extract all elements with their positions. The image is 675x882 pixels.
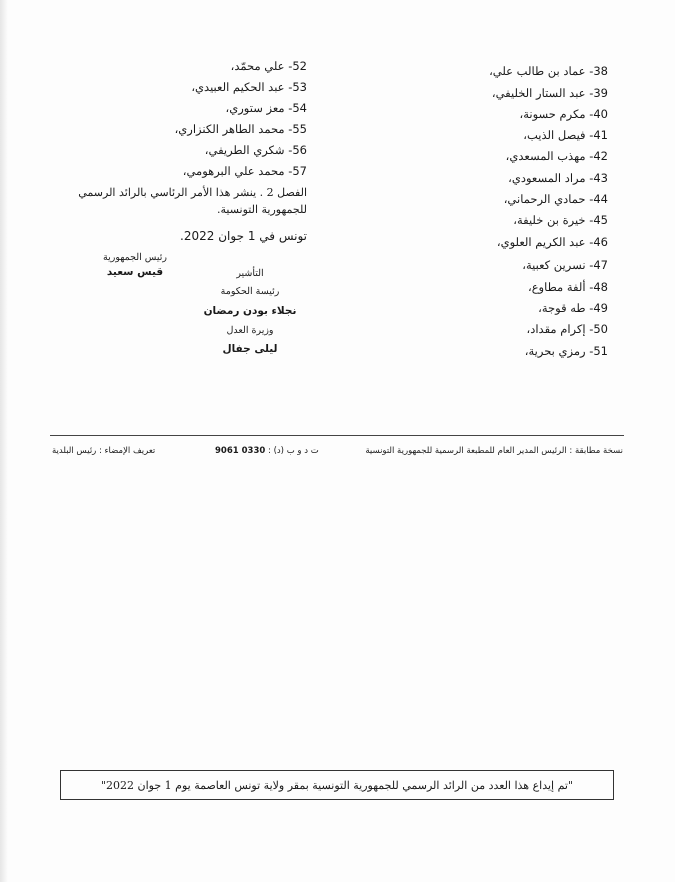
item-name: عماد بن طالب علي،	[489, 64, 586, 78]
issn-line	[215, 446, 319, 456]
list-item	[508, 171, 608, 185]
president-name: قيس سعيد	[106, 266, 164, 278]
item-number: 57-	[288, 164, 307, 178]
list-item	[205, 143, 307, 157]
item-name: فيصل الذيب،	[523, 128, 586, 142]
item-number: 41-	[589, 128, 608, 142]
item-name: مكرم حسونة،	[519, 107, 586, 121]
list-item	[504, 192, 608, 206]
list-item	[492, 86, 608, 100]
page-edge-shadow	[0, 0, 8, 882]
item-name: ألفة مطاوع،	[527, 280, 586, 294]
item-name: إكرام مقداد،	[526, 322, 586, 336]
list-item	[231, 59, 307, 73]
justice-minister-name: ليلى جفال	[222, 343, 278, 355]
list-item	[538, 301, 608, 315]
list-item	[191, 80, 307, 94]
certified-copy-text: نسخة مطابقة : الرئيس المدير العام للمطبعة الرسمية للجمهورية التونسية	[365, 446, 623, 456]
item-name: عبد الستار الخليفي،	[491, 86, 586, 100]
article-2-paragraph: الفصل 2 . ينشر هذا الأمر الرئاسي بالرائد الرسمي للجمهورية التونسية.	[78, 186, 307, 216]
list-item	[226, 101, 307, 115]
item-number: 55-	[288, 122, 307, 136]
item-number: 51-	[589, 344, 608, 358]
deposit-notice-text: "تم إيداع هذا العدد من الرائد الرسمي للجمهورية التونسية بمقر ولاية تونس العاصمة يوم 1 جوان 2022"	[100, 778, 574, 792]
item-name: معز ستوري،	[225, 101, 285, 115]
item-name: رمزي بحرية،	[524, 344, 586, 358]
item-name: علي محمّد،	[230, 59, 285, 73]
item-number: 56-	[288, 143, 307, 157]
issn-label: ت د و ب (د) :	[268, 446, 319, 456]
countersign-label: التأشير	[236, 268, 264, 279]
item-number: 53-	[288, 80, 307, 94]
item-name: مهذب المسعدي،	[505, 149, 586, 163]
item-number: 45-	[589, 213, 608, 227]
item-number: 43-	[589, 171, 608, 185]
item-number: 38-	[589, 64, 608, 78]
pm-title: رئيسة الحكومة	[220, 286, 280, 297]
item-number: 48-	[589, 280, 608, 294]
item-name: نسرين كعبية،	[522, 258, 586, 272]
item-number: 49-	[589, 301, 608, 315]
item-number: 42-	[589, 149, 608, 163]
list-item	[183, 164, 307, 178]
date-line: تونس في 1 جوان 2022.	[180, 229, 307, 243]
list-item	[520, 107, 608, 121]
item-number: 40-	[589, 107, 608, 121]
item-name: عبد الكريم العلوي،	[496, 235, 586, 249]
list-item	[525, 344, 608, 358]
issn-value: 0330 9061	[215, 446, 266, 456]
list-item	[522, 258, 608, 272]
item-number: 39-	[589, 86, 608, 100]
item-name: خيرة بن خليفة،	[513, 213, 586, 227]
item-name: شكري الطريفي،	[204, 143, 285, 157]
item-number: 52-	[288, 59, 307, 73]
item-name: محمد الطاهر الكنزاري،	[174, 122, 285, 136]
list-item	[528, 280, 608, 294]
item-number: 46-	[589, 235, 608, 249]
item-name: حمادي الرحماني،	[503, 192, 586, 206]
signature-authentication: تعريف الإمضاء : رئيس البلدية	[52, 446, 156, 456]
item-number: 54-	[288, 101, 307, 115]
list-item	[175, 122, 307, 136]
item-name: محمد علي البرهومي،	[182, 164, 285, 178]
deposit-notice-box	[60, 770, 614, 800]
item-name: مراد المسعودي،	[508, 171, 586, 185]
footer-divider	[50, 435, 624, 436]
justice-minister-title: وزيرة العدل	[226, 325, 274, 336]
item-number: 50-	[589, 322, 608, 336]
item-name: طه قوجة،	[538, 301, 586, 315]
list-item	[527, 322, 608, 336]
pm-name: نجلاء بودن رمضان	[203, 305, 297, 317]
president-title: رئيس الجمهورية	[103, 252, 167, 263]
list-item	[513, 213, 608, 227]
item-number: 47-	[589, 258, 608, 272]
item-name: عبد الحكيم العبيدي،	[191, 80, 285, 94]
list-item	[497, 235, 608, 249]
item-number: 44-	[589, 192, 608, 206]
list-item	[489, 64, 608, 78]
list-item	[523, 128, 608, 142]
list-item	[506, 149, 608, 163]
